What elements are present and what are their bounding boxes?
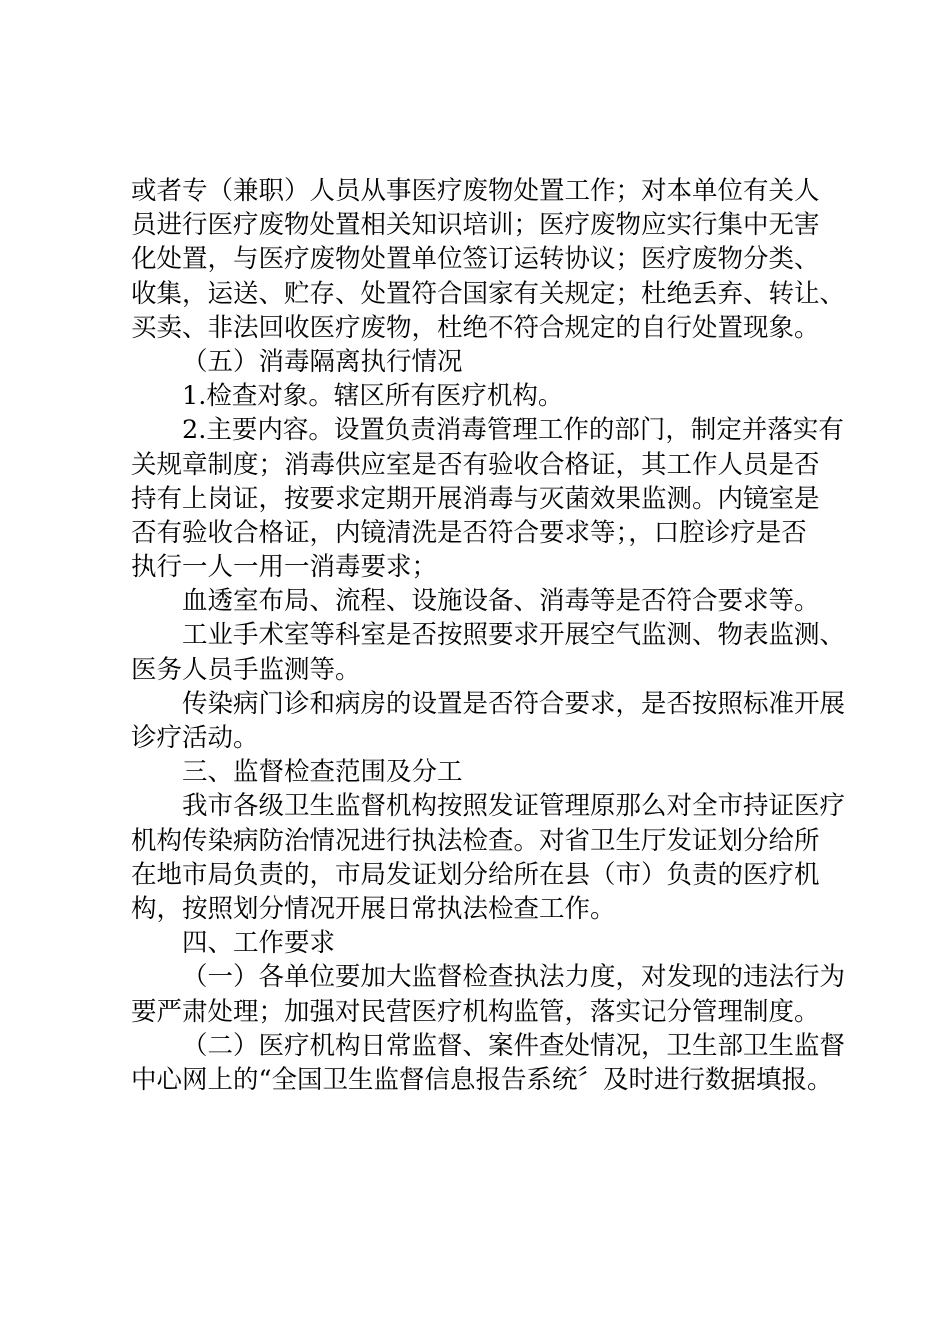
text-line: 收集，运送、贮存、处置符合国家有关规定；杜绝丢弃、转让、 — [131, 278, 846, 309]
text-line: 诊疗活动。 — [131, 723, 259, 753]
text-line: 或者专（兼职）人员从事医疗废物处置工作；对本单位有关人 — [131, 176, 820, 206]
text-line: 机构传染病防治情况进行执法检查。对省卫生厅发证划分给所 — [131, 825, 820, 856]
section-heading: 三、监督检查范围及分工 — [182, 757, 463, 788]
text-line: （一）各单位要加大监督检查执法力度，对发现的违法行为 — [182, 962, 846, 993]
text-line: 关规章制度；消毒供应室是否有验收合格证，其工作人员是否 — [131, 449, 820, 480]
text-line: 血透室布局、流程、设施设备、消毒等是否符合要求等。 — [182, 586, 820, 617]
text-line: 执行一人一用一消毒要求； — [131, 552, 438, 583]
text-line: 否有验收合格证，内镜清洗是否符合要求等；，口腔诊疗是否 — [131, 517, 807, 548]
text-line: 工业手术室等科室是否按照要求开展空气监测、物表监测、 — [182, 620, 846, 651]
text-line: 构，按照划分情况开展日常执法检查工作。 — [131, 893, 616, 924]
text-line: （二）医疗机构日常监督、案件查处情况，卫生部卫生监督 — [182, 1030, 846, 1061]
text-line: 员进行医疗废物处置相关知识培训；医疗废物应实行集中无害 — [131, 210, 820, 241]
text-line: 中心网上的“全国卫生监督信息报告系统〞及时进行数据填报。 — [131, 1064, 833, 1095]
text-line: 1.检查对象。辖区所有医疗机构。 — [182, 381, 564, 412]
text-line: 买卖、非法回收医疗废物，杜绝不符合规定的自行处置现象。 — [131, 312, 820, 343]
text-line: 化处置，与医疗废物处置单位签订运转协议；医疗废物分类、 — [131, 244, 820, 275]
text-line: 2.主要内容。设置负责消毒管理工作的部门，制定并落实有 — [182, 415, 844, 446]
document-body — [131, 174, 857, 1097]
section-heading: 四、工作要求 — [182, 928, 336, 959]
text-line: 要严肃处理；加强对民营医疗机构监管，落实记分管理制度。 — [131, 996, 820, 1027]
text-line: 持有上岗证，按要求定期开展消毒与灭菌效果监测。内镜室是 — [131, 483, 820, 514]
section-heading: （五）消毒隔离执行情况 — [182, 346, 463, 377]
text-line: 医务人员手监测等。 — [131, 654, 361, 685]
text-line: 我市各级卫生监督机构按照发证管理原那么对全市持证医疗 — [182, 791, 846, 822]
text-line: 在地市局负责的，市局发证划分给所在县（市）负责的医疗机 — [131, 859, 820, 890]
text-line: 传染病门诊和病房的设置是否符合要求，是否按照标准开展 — [182, 688, 846, 719]
